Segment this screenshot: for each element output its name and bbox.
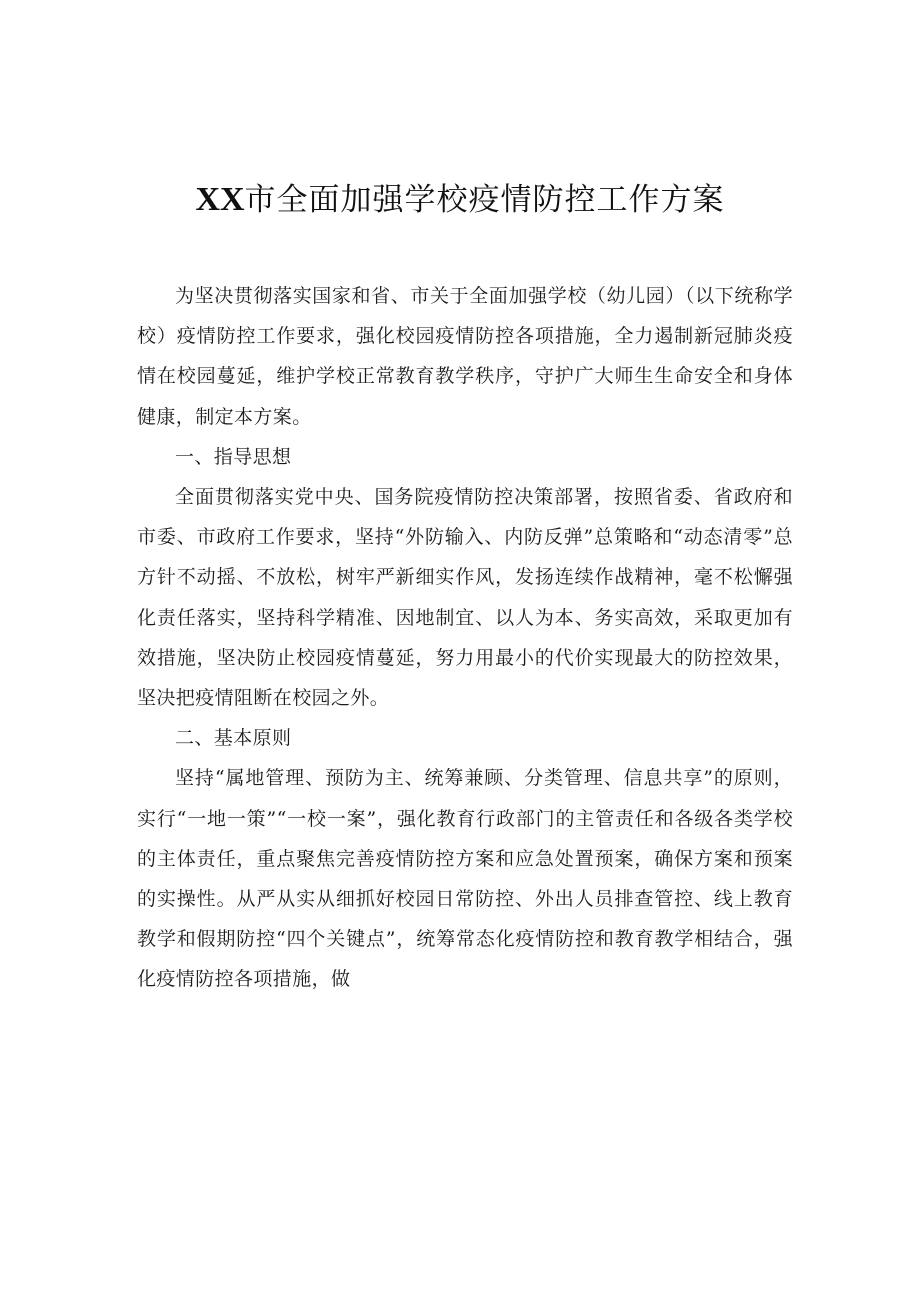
document-title — [0, 178, 920, 222]
paragraph-intro: 为坚决贯彻落实国家和省、市关于全面加强学校（幼儿园）（以下统称学校）疫情防控工作要求，强化校园疫情防控各项措施，全力遏制新冠肺炎疫情在校园蔓延，维护学校正常教育教学秩序，守护广大师生生命安全和身体健康，制定本方案。 — [137, 285, 793, 428]
section-heading-basic-principles: 二、基本原则 — [175, 727, 292, 750]
title-text: 市全面加强学校疫情防控工作方案 — [244, 182, 725, 218]
paragraph-basic-principles: 坚持“属地管理、预防为主、统筹兼顾、分类管理、信息共享”的原则，实行“一地一策”“一校一案”，强化教育行政部门的主管责任和各级各类学校的主体责任，重点聚焦完善疫情防控方案和应急处置预案，确保方案和预案的实操性。从严从实从细抓好校园日常防控、外出人员排查管控、线上教育教学和假期防控“四个关键点”，统筹常态化疫情防控和教育教学相结合，强化疫情防控各项措施，做 — [137, 767, 793, 991]
section-heading-guiding-ideology: 一、指导思想 — [175, 445, 292, 468]
title-prefix: XX — [195, 181, 245, 218]
document-body — [137, 276, 793, 1000]
paragraph-guiding-ideology: 全面贯彻落实党中央、国务院疫情防控决策部署，按照省委、省政府和市委、市政府工作要求，坚持“外防输入、内防反弹”总策略和“动态清零”总方针不动摇、不放松，树牢严新细实作风，发扬连续作战精神，毫不松懈强化责任落实，坚持科学精准、因地制宜、以人为本、务实高效，采取更加有效措施，坚决防止校园疫情蔓延，努力用最小的代价实现最大的防控效果，坚决把疫情阻断在校园之外。 — [137, 486, 793, 710]
